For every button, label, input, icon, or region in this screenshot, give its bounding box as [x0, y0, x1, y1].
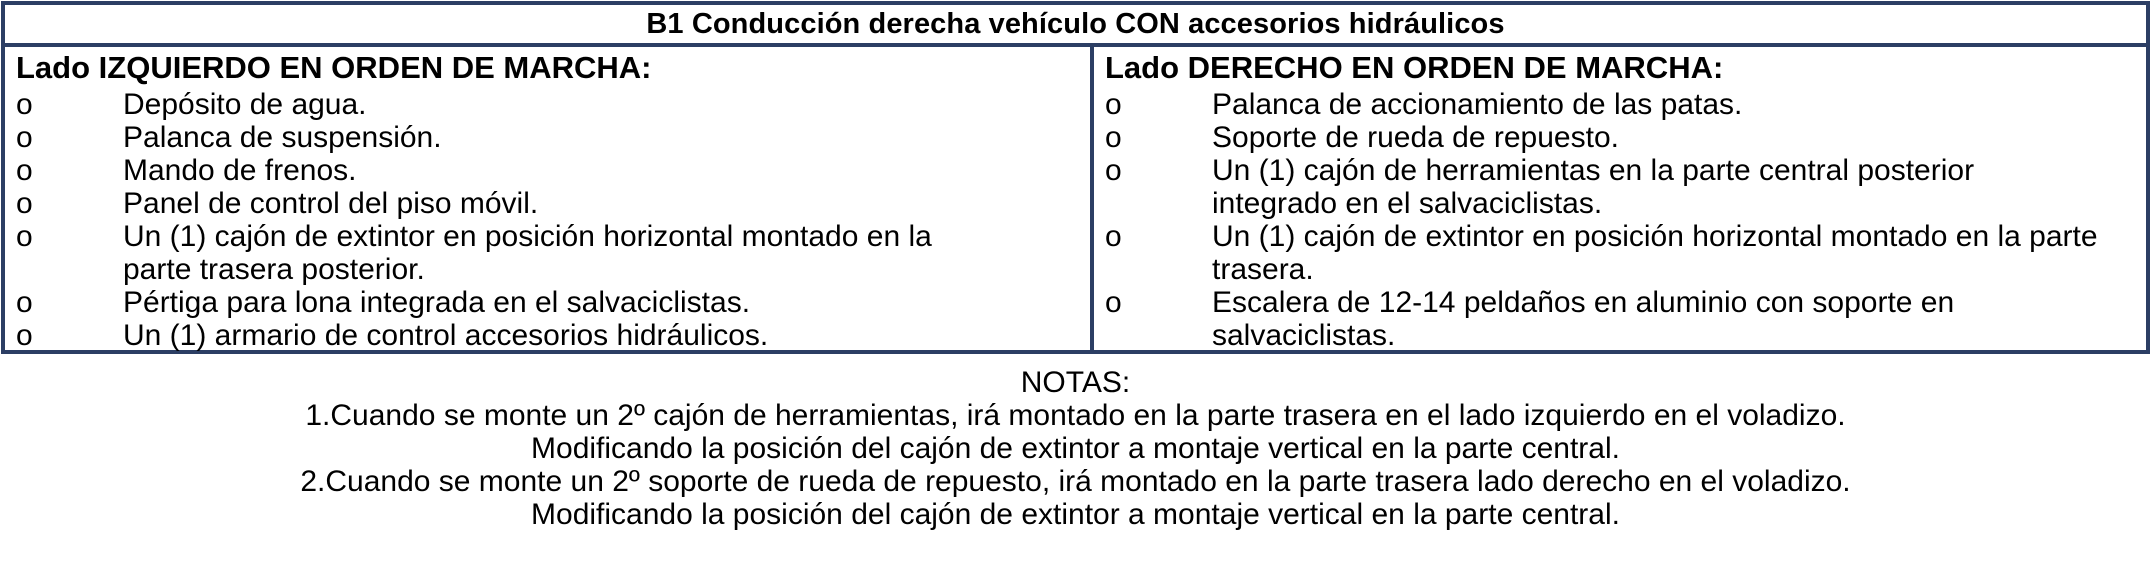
right-side-column: [1094, 47, 2146, 350]
list-item-text: Pértiga para lona integrada en el salvaciclistas.: [123, 286, 751, 319]
bullet-marker: o: [16, 187, 33, 220]
list-item-text: Depósito de agua.: [123, 88, 367, 121]
note-line: Modificando la posición del cajón de extintor a montaje vertical en la parte central.: [531, 432, 1620, 465]
list-item: [1094, 121, 2146, 154]
left-side-list: [5, 88, 1090, 352]
note-line: 1.Cuando se monte un 2º cajón de herramientas, irá montado en la parte trasera en el lado izquierdo en el voladizo.: [305, 399, 1846, 432]
list-item-text: Palanca de accionamiento de las patas.: [1212, 88, 1743, 121]
list-item-text: parte trasera posterior.: [123, 253, 425, 286]
note-line: 2.Cuando se monte un 2º soporte de rueda de repuesto, irá montado en la parte trasera lado derecho en el voladizo.: [300, 465, 1851, 498]
list-item: [1094, 220, 2146, 286]
list-item: [5, 187, 1090, 220]
bullet-marker: o: [16, 154, 33, 187]
list-item-text: Un (1) armario de control accesorios hidráulicos.: [123, 319, 769, 352]
list-item: [1094, 286, 2146, 352]
right-side-heading: Lado DERECHO EN ORDEN DE MARCHA:: [1105, 50, 1724, 85]
list-item: [5, 121, 1090, 154]
bullet-marker: o: [1105, 286, 1122, 319]
table-title: B1 Conducción derecha vehículo CON accesorios hidráulicos: [5, 5, 2146, 47]
list-item: [1094, 88, 2146, 121]
bullet-marker: o: [16, 121, 33, 154]
list-item-text: Mando de frenos.: [123, 154, 357, 187]
note-line: Modificando la posición del cajón de extintor a montaje vertical en la parte central.: [531, 498, 1620, 531]
bullet-marker: o: [16, 286, 33, 319]
list-item-text: Un (1) cajón de extintor en posición horizontal montado en la: [123, 220, 932, 253]
list-item: [5, 220, 1090, 286]
list-item-text: trasera.: [1212, 253, 1314, 286]
list-item: [5, 319, 1090, 352]
bullet-marker: o: [16, 88, 33, 121]
list-item: [1094, 154, 2146, 220]
left-side-heading: Lado IZQUIERDO EN ORDEN DE MARCHA:: [16, 50, 652, 85]
list-item-text: Un (1) cajón de extintor en posición horizontal montado en la parte: [1212, 220, 2098, 253]
list-item: [5, 154, 1090, 187]
list-item-text: Panel de control del piso móvil.: [123, 187, 539, 220]
bullet-marker: o: [1105, 121, 1122, 154]
list-item-text: salvaciclistas.: [1212, 319, 1396, 352]
notes-section: [0, 366, 2151, 531]
list-item: [5, 88, 1090, 121]
bullet-marker: o: [16, 220, 33, 253]
list-item-text: Palanca de suspensión.: [123, 121, 442, 154]
equipment-table: [1, 1, 2150, 354]
notes-heading: NOTAS:: [1020, 366, 1131, 399]
bullet-marker: o: [1105, 154, 1122, 187]
list-item: [5, 286, 1090, 319]
left-side-column: [5, 47, 1094, 350]
right-side-list: [1094, 88, 2146, 352]
bullet-marker: o: [16, 319, 33, 352]
bullet-marker: o: [1105, 88, 1122, 121]
list-item-text: Soporte de rueda de repuesto.: [1212, 121, 1619, 154]
list-item-text: integrado en el salvaciclistas.: [1212, 187, 1603, 220]
list-item-text: Un (1) cajón de herramientas en la parte central posterior: [1212, 154, 1975, 187]
list-item-text: Escalera de 12-14 peldaños en aluminio con soporte en: [1212, 286, 1955, 319]
bullet-marker: o: [1105, 220, 1122, 253]
